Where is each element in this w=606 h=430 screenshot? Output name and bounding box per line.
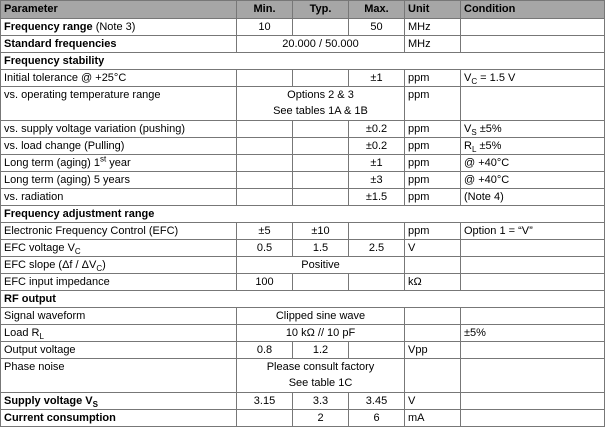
param-label-pre: EFC slope (Δf / ΔV [4, 259, 97, 271]
param-label: Output voltage [1, 342, 237, 359]
param-cell [1, 325, 237, 342]
param-label-post: ) [102, 259, 106, 271]
cond-pre: V [464, 72, 472, 84]
typ-cell [293, 172, 349, 189]
condition-cell [461, 359, 605, 393]
cond-post: = 1.5 V [477, 72, 516, 84]
condition-cell [461, 19, 605, 36]
max-cell [349, 342, 405, 359]
row-pulling [1, 138, 605, 155]
min-cell [237, 70, 293, 87]
max-cell [349, 274, 405, 291]
condition-cell [461, 308, 605, 325]
row-phase-noise [1, 359, 605, 393]
header-unit: Unit [405, 1, 461, 19]
row-aging-5-years [1, 172, 605, 189]
unit-cell: ppm [405, 223, 461, 240]
row-signal-waveform [1, 308, 605, 325]
param-cell [1, 240, 237, 257]
row-efc-voltage [1, 240, 605, 257]
param-label: Initial tolerance @ +25°C [1, 70, 237, 87]
param-label-sub: C [74, 247, 81, 257]
section-title: RF output [1, 291, 605, 308]
header-condition: Condition [461, 1, 605, 19]
unit-cell: ppm [405, 172, 461, 189]
cond-sub: C [471, 77, 478, 87]
condition-cell [461, 70, 605, 87]
condition-cell: @ +40°C [461, 155, 605, 172]
value-span-cell [237, 87, 405, 121]
min-cell [237, 410, 293, 427]
row-pushing [1, 121, 605, 138]
condition-cell [461, 342, 605, 359]
max-cell: ±1 [349, 155, 405, 172]
row-efc-slope [1, 257, 605, 274]
cond-post: ±5% [476, 140, 502, 152]
condition-cell: Option 1 = “V” [461, 223, 605, 240]
typ-cell: 2 [293, 410, 349, 427]
param-label-pre: Supply voltage V [4, 395, 93, 407]
unit-cell: V [405, 240, 461, 257]
row-radiation [1, 189, 605, 206]
span-line-2: See table 1C [288, 377, 353, 389]
min-cell [237, 189, 293, 206]
row-load [1, 325, 605, 342]
cond-post: ±5% [476, 123, 502, 135]
condition-cell [461, 393, 605, 410]
min-cell: 10 [237, 19, 293, 36]
condition-cell [461, 274, 605, 291]
header-typ: Typ. [293, 1, 349, 19]
param-cell [1, 19, 237, 36]
typ-cell: ±10 [293, 223, 349, 240]
min-cell [237, 138, 293, 155]
section-title: Frequency adjustment range [1, 206, 605, 223]
typ-cell [293, 121, 349, 138]
typ-cell [293, 155, 349, 172]
param-label: vs. operating temperature range [1, 87, 237, 121]
value-span-cell: Positive [237, 257, 405, 274]
param-label-sub: C [96, 264, 103, 274]
value-span-cell: 20.000 / 50.000 [237, 36, 405, 53]
row-efc-input-impedance [1, 274, 605, 291]
max-cell: ±0.2 [349, 138, 405, 155]
row-efc [1, 223, 605, 240]
param-label: Phase noise [1, 359, 237, 393]
condition-cell [461, 257, 605, 274]
condition-cell: @ +40°C [461, 172, 605, 189]
unit-cell: ppm [405, 189, 461, 206]
param-label-pre: Long term (aging) 1 [4, 157, 100, 169]
condition-cell [461, 410, 605, 427]
unit-cell: Vpp [405, 342, 461, 359]
param-cell [1, 393, 237, 410]
condition-cell: (Note 4) [461, 189, 605, 206]
typ-cell [293, 19, 349, 36]
row-section-frequency-adjustment [1, 206, 605, 223]
unit-cell: ppm [405, 155, 461, 172]
param-label: Long term (aging) 5 years [1, 172, 237, 189]
param-note: (Note 3) [92, 21, 136, 33]
param-label: Current consumption [1, 410, 237, 427]
unit-cell: ppm [405, 138, 461, 155]
min-cell [237, 155, 293, 172]
condition-cell [461, 138, 605, 155]
row-output-voltage [1, 342, 605, 359]
value-span-cell: 10 kΩ // 10 pF [237, 325, 405, 342]
param-label: Standard frequencies [1, 36, 237, 53]
condition-cell: ±5% [461, 325, 605, 342]
typ-cell [293, 189, 349, 206]
param-label: vs. radiation [1, 189, 237, 206]
param-cell [1, 257, 237, 274]
row-section-frequency-stability [1, 53, 605, 70]
min-cell: 0.5 [237, 240, 293, 257]
condition-cell [461, 121, 605, 138]
max-cell: ±3 [349, 172, 405, 189]
unit-cell: MHz [405, 19, 461, 36]
span-line-1: Please consult factory [266, 361, 375, 373]
max-cell: 2.5 [349, 240, 405, 257]
condition-cell [461, 240, 605, 257]
max-cell: 3.45 [349, 393, 405, 410]
typ-cell: 3.3 [293, 393, 349, 410]
condition-cell [461, 36, 605, 53]
typ-cell: 1.2 [293, 342, 349, 359]
cond-sub: S [471, 128, 477, 138]
param-label-pre: EFC voltage V [4, 242, 75, 254]
param-label-sub: L [39, 332, 44, 342]
unit-cell: V [405, 393, 461, 410]
min-cell: 3.15 [237, 393, 293, 410]
max-cell: 6 [349, 410, 405, 427]
unit-cell: MHz [405, 36, 461, 53]
min-cell: 100 [237, 274, 293, 291]
param-label: vs. load change (Pulling) [1, 138, 237, 155]
unit-cell [405, 325, 461, 342]
max-cell: ±1 [349, 70, 405, 87]
param-label-sub: S [92, 400, 98, 410]
param-label: Signal waveform [1, 308, 237, 325]
param-label: vs. supply voltage variation (pushing) [1, 121, 237, 138]
unit-cell: ppm [405, 87, 461, 121]
max-cell: ±1.5 [349, 189, 405, 206]
param-label-sup: st [100, 154, 107, 164]
cond-pre: R [464, 140, 472, 152]
param-label-pre: Load R [4, 327, 40, 339]
row-operating-temperature [1, 87, 605, 121]
value-span-cell: Clipped sine wave [237, 308, 405, 325]
row-section-rf-output [1, 291, 605, 308]
max-cell [349, 223, 405, 240]
row-frequency-range [1, 19, 605, 36]
typ-cell [293, 138, 349, 155]
param-label: EFC input impedance [1, 274, 237, 291]
span-line-2: See tables 1A & 1B [273, 105, 368, 117]
unit-cell [405, 359, 461, 393]
typ-cell: 1.5 [293, 240, 349, 257]
param-label-post: year [106, 157, 131, 169]
row-aging-1-year [1, 155, 605, 172]
unit-cell: mA [405, 410, 461, 427]
param-cell [1, 155, 237, 172]
min-cell: ±5 [237, 223, 293, 240]
min-cell [237, 121, 293, 138]
min-cell: 0.8 [237, 342, 293, 359]
cond-sub: L [471, 145, 477, 155]
unit-cell: ppm [405, 70, 461, 87]
min-cell [237, 172, 293, 189]
row-current-consumption [1, 410, 605, 427]
condition-cell [461, 87, 605, 121]
unit-cell [405, 257, 461, 274]
header-parameter: Parameter [1, 1, 237, 19]
header-min: Min. [237, 1, 293, 19]
cond-pre: V [464, 123, 472, 135]
typ-cell [293, 70, 349, 87]
param-label: Electronic Frequency Control (EFC) [1, 223, 237, 240]
max-cell: 50 [349, 19, 405, 36]
value-span-cell [237, 359, 405, 393]
header-row [1, 1, 605, 19]
unit-cell [405, 308, 461, 325]
typ-cell [293, 274, 349, 291]
unit-cell: ppm [405, 121, 461, 138]
span-line-1: Options 2 & 3 [287, 89, 354, 101]
row-supply-voltage [1, 393, 605, 410]
param-label: Frequency range [4, 21, 93, 33]
header-max: Max. [349, 1, 405, 19]
unit-cell: kΩ [405, 274, 461, 291]
row-initial-tolerance [1, 70, 605, 87]
row-standard-frequencies [1, 36, 605, 53]
section-title: Frequency stability [1, 53, 605, 70]
max-cell: ±0.2 [349, 121, 405, 138]
